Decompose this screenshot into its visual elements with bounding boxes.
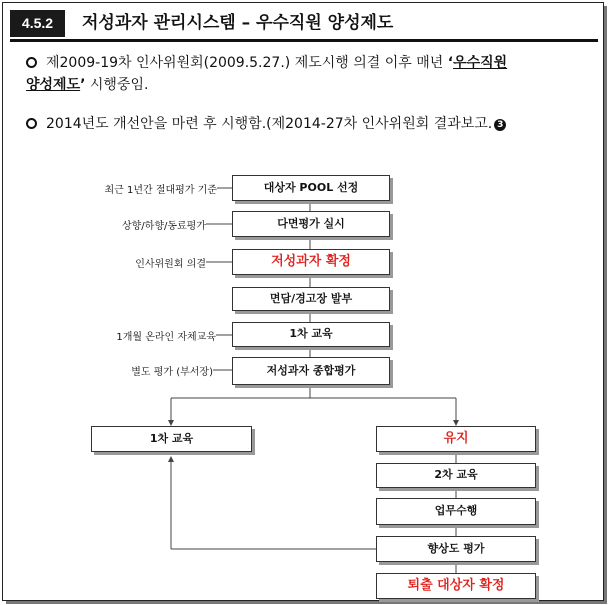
branch-work-performance: 업무수행	[376, 498, 536, 525]
branch-improvement-evaluation: 향상도 평가	[376, 536, 536, 562]
step-interview-warning: 면담/경고장 발부	[232, 287, 390, 311]
branch-maintain: 유지	[376, 426, 536, 452]
flow-label-2: 상향/하향/동료평가	[121, 221, 206, 232]
flow-label-1: 최근 1년간 절대평가 기준	[104, 185, 217, 196]
step-low-performer-confirm: 저성과자 확정	[232, 249, 390, 275]
footnote-marker: 3	[494, 119, 506, 131]
bullet-1: 제2009-19차 인사위원회(2009.5.27.) 제도시행 의결 이후 매년 ‘우수직원 양성제도’ 시행중임.	[26, 55, 508, 93]
step-first-training: 1차 교육	[232, 322, 390, 347]
step-multi-evaluation: 다면평가 실시	[232, 211, 390, 237]
section-title: 저성과자 관리시스템 – 우수직원 양성제도	[82, 13, 394, 33]
step-overall-evaluation: 저성과자 종합평가	[232, 357, 390, 385]
left-branch-first-training: 1차 교육	[91, 426, 252, 452]
bullet-2: 2014년도 개선안을 마련 후 시행함.(제2014-27차 인사위원회 결과보고. 3	[26, 113, 596, 135]
branch-dismissal-confirm: 퇴출 대상자 확정	[376, 573, 536, 599]
flow-label-4: 1개월 온라인 자체교육	[116, 332, 216, 343]
step-pool-selection: 대상자 POOL 선정	[232, 175, 390, 201]
highlight-term-2: 양성제도	[26, 77, 81, 93]
branch-second-training: 2차 교육	[376, 463, 536, 488]
flow-label-5: 별도 평가 (부서장)	[131, 367, 213, 378]
highlight-term-1: 우수직원	[453, 55, 508, 71]
section-number-badge: 4.5.2	[10, 10, 65, 37]
flow-label-3: 인사위원회 의결	[135, 259, 206, 270]
